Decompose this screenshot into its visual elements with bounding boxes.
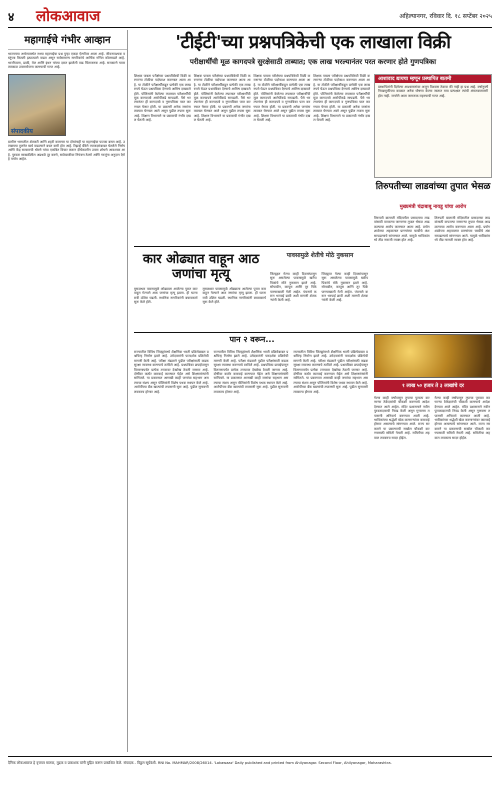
right-story-col-1: गेल्या काही वर्षांपासून तुपाचा पुरवठा करणाऱ्या ठेकेदारांची चौकशी करण्याचे आदेश देण्यात आले आहेत. मंदिर प्रशासनाने नवीन पुरवठादाराची निवड केली असून गुणवत्ता तपासणी अनिवार्य करण्यात आली आहे. भाविकांच्या श्रद्धेशी खेळ करणाऱ्यांवर कारवाई होणार असल्याचे सांगण्यात आले. राज्य सरकारने या प्रकरणाची सखोल चौकशी करण्यासाठी समिती नेमली आहे. समितीचा अहवाल लवकरच सादर होईल. [374, 396, 431, 440]
brand-logo: लोकआवाज [36, 7, 101, 25]
main-story-col-4: शिक्षक पात्रता परीक्षेच्या प्रश्नपत्रिकेची विक्री करणाऱ्या टोळीचा पर्दाफाश करण्यात आला आहे. या टोळीने परीक्षार्थींकडून प्रत्येकी एक लाख रुपये घेऊन प्रश्नपत्रिका देण्याचे आमिष दाखवले होते. पोलिसांनी केलेल्या तपासात परीक्षार्थींची मूळ कागदपत्रे आरोपींकडे सापडली. पैसे भरल्यानंतर ही कागदपत्रे व गुणपत्रिका परत करण्यात येणार होती. या प्रकरणी अनेक जणांना ताब्यात घेण्यात आले असून पुढील तपास सुरू आहे. शिक्षण विभागाने या प्रकाराची गंभीर दखल घेतली आहे. [313, 74, 372, 123]
main-subheadline: परीक्षार्थींची मूळ कागदपत्रे सुरक्षेसाठी ताब्यात; एक लाख भरल्यानंतर परत करणार होते गुणपत्रिका [189, 58, 437, 66]
editorial-photo-caption: संपादकीय [11, 127, 33, 135]
editorial-text-top: भारताच्या अर्थव्यवस्थेत सध्या महागाईचा प्रश्न पुन्हा एकदा ऐरणीवर आला आहे. जीवनावश्यक वस्तूंच्या किमती झपाट्याने वाढत असून सर्वसामान्य नागरिकांचे आर्थिक गणित कोलमडले आहे. भाजीपाला, डाळी, तेल आणि इंधन यांच्या दरात झालेली वाढ चिंताजनक आहे. सरकारने यावर तात्काळ उपाययोजना करण्याची गरज आहे. [8, 52, 127, 70]
tirupati-col-1: तिरुपती बालाजी मंदिरातील प्रसादाच्या लाडवांसाठी वापरल्या जाणाऱ्या तुपात भेसळ आढळल्याचा आरोप करण्यात आला आहे. प्रयोगशाळेच्या अहवालात प्राण्यांच्या चरबीचे अंश सापडल्याचे सांगण्यात आले. यामुळे भाविकांमध्ये तीव्र नाराजी व्यक्त होत आहे. [374, 216, 431, 243]
car-story-col-1: मुसळधार पावसामुळे ओढ्याला आलेल्या पुरात कार वाहून गेल्याने आठ जणांचा मृत्यू झाला. ही घटना रात्री उशिरा घडली. स्थानिक नागरिकांनी बचावकार्य सुरू केले होते. [134, 287, 199, 305]
editorial-text-bottom: ग्रामीण भागातील शेतकरी आणि शहरी कामगार या दोघांनाही या महागाईचा फटका बसत आहे. उत्पन्नाच्या तुलनेत खर्च वाढल्याने बचत कमी होत आहे. रिझर्व्ह बँकेने व्याजदरांबाबत घेतलेले निर्णय आणि केंद्र सरकारची धोरणे यांचा एकत्रित विचार करून दीर्घकालीन उपाय शोधणे आवश्यक आहे. पुरवठा साखळीतील अडथळे दूर करणे, साठेबाजीवर नियंत्रण ठेवणे आणि गरजूंना अनुदान देणे हे पर्याय आहेत. [8, 139, 127, 162]
continued-col-2: राज्यातील विविध जिल्ह्यांमध्ये शैक्षणिक भरती प्रक्रियेबाबत प्रश्नचिन्ह निर्माण झाले आहे. उमेदवारांनी पारदर्शक प्रक्रियेची मागणी केली आहे. परीक्षा मंडळाने पुढील परीक्षांसाठी कडक सुरक्षा व्यवस्था करण्याचे ठरविले आहे. प्रश्नपत्रिका छपाईपासून वितरणापर्यंत प्रत्येक टप्प्यावर देखरेख ठेवली जाणार आहे. दोषींवर कठोर कारवाई करण्यात येईल असे शिक्षणमंत्र्यांनी सांगितले. या प्रकरणात आणखी काही जणांचा सहभाग असल्याचा संशय असून पोलिसांनी विशेष पथक स्थापन केले आहे. आरोपींच्या बँक खात्यांची तपासणी सुरू आहे. पुढील सुनावणी लवकरच होणार आहे. [213, 350, 290, 394]
rate-banner: १ लाख ५० हजार ते ३ लाखांचे दर [374, 380, 492, 392]
continued-col-3: राज्यातील विविध जिल्ह्यांमध्ये शैक्षणिक भरती प्रक्रियेबाबत प्रश्नचिन्ह निर्माण झाले आहे. उमेदवारांनी पारदर्शक प्रक्रियेची मागणी केली आहे. परीक्षा मंडळाने पुढील परीक्षांसाठी कडक सुरक्षा व्यवस्था करण्याचे ठरविले आहे. प्रश्नपत्रिका छपाईपासून वितरणापर्यंत प्रत्येक टप्प्यावर देखरेख ठेवली जाणार आहे. दोषींवर कठोर कारवाई करण्यात येईल असे शिक्षणमंत्र्यांनी सांगितले. या प्रकरणात आणखी काही जणांचा सहभाग असल्याचा संशय असून पोलिसांनी विशेष पथक स्थापन केले आहे. आरोपींच्या बँक खात्यांची तपासणी सुरू आहे. पुढील सुनावणी लवकरच होणार आहे. [293, 350, 370, 394]
imprint-text: दैनिक लोकआवाज हे वृत्तपत्र मालक, मुद्रक व प्रकाशक यांनी मुद्रित करून प्रकाशित केले. संपादक - विठ्ठल सूर्यवंशी. RNI No. MAHMAR/2008/26014. 'Lokawaaz' Daily published and printed from Ahilyanagar. Second Floor, Ahilyanagar, Maharashtra. [8, 761, 392, 765]
editorial-photo [8, 74, 66, 136]
editorial-title: महागाईचे गंभीर आव्हान [8, 30, 127, 50]
main-story-body [134, 74, 370, 244]
continued-col-1: राज्यातील विविध जिल्ह्यांमध्ये शैक्षणिक भरती प्रक्रियेबाबत प्रश्नचिन्ह निर्माण झाले आहे. उमेदवारांनी पारदर्शक प्रक्रियेची मागणी केली आहे. परीक्षा मंडळाने पुढील परीक्षांसाठी कडक सुरक्षा व्यवस्था करण्याचे ठरविले आहे. प्रश्नपत्रिका छपाईपासून वितरणापर्यंत प्रत्येक टप्प्यावर देखरेख ठेवली जाणार आहे. दोषींवर कठोर कारवाई करण्यात येईल असे शिक्षणमंत्र्यांनी सांगितले. या प्रकरणात आणखी काही जणांचा सहभाग असल्याचा संशय असून पोलिसांनी विशेष पथक स्थापन केले आहे. आरोपींच्या बँक खात्यांची तपासणी सुरू आहे. पुढील सुनावणी लवकरच होणार आहे. [134, 350, 210, 394]
continued-body [134, 348, 370, 748]
editorial-column [8, 30, 128, 752]
tirupati-subheadline: मुख्यमंत्री चंद्राबाबू नायडू यांचा आरोप [399, 204, 467, 210]
right-story-body [374, 394, 492, 748]
mid-story-col-2: जिल्ह्यात गेल्या काही दिवसांपासून सुरू असलेल्या पावसामुळे खरीप पिकांचे मोठे नुकसान झाले आहे. सोयाबीन, कापूस आणि तूर पिके पाण्याखाली गेली आहेत. पंचनामे करून भरपाई द्यावी अशी मागणी शेतकऱ्यांनी केली आहे. [321, 272, 370, 303]
main-story-col-3: शिक्षक पात्रता परीक्षेच्या प्रश्नपत्रिकेची विक्री करणाऱ्या टोळीचा पर्दाफाश करण्यात आला आहे. या टोळीने परीक्षार्थींकडून प्रत्येकी एक लाख रुपये घेऊन प्रश्नपत्रिका देण्याचे आमिष दाखवले होते. पोलिसांनी केलेल्या तपासात परीक्षार्थींची मूळ कागदपत्रे आरोपींकडे सापडली. पैसे भरल्यानंतर ही कागदपत्रे व गुणपत्रिका परत करण्यात येणार होती. या प्रकरणी अनेक जणांना ताब्यात घेण्यात आले असून पुढील तपास सुरू आहे. शिक्षण विभागाने या प्रकाराची गंभीर दखल घेतली आहे. [253, 74, 312, 123]
main-story-col-2: शिक्षक पात्रता परीक्षेच्या प्रश्नपत्रिकेची विक्री करणाऱ्या टोळीचा पर्दाफाश करण्यात आला आहे. या टोळीने परीक्षार्थींकडून प्रत्येकी एक लाख रुपये घेऊन प्रश्नपत्रिका देण्याचे आमिष दाखवले होते. पोलिसांनी केलेल्या तपासात परीक्षार्थींची मूळ कागदपत्रे आरोपींकडे सापडली. पैसे भरल्यानंतर ही कागदपत्रे व गुणपत्रिका परत करण्यात येणार होती. या प्रकरणी अनेक जणांना ताब्यात घेण्यात आले असून पुढील तपास सुरू आहे. शिक्षण विभागाने या प्रकाराची गंभीर दखल घेतली आहे. [193, 74, 252, 123]
sidebar-title: आशावाद द्यायचा म्हणून प्रस्थापित बातमी [375, 75, 491, 83]
continued-headline: पान २ वरून... [229, 335, 275, 344]
right-story-col-2: गेल्या काही वर्षांपासून तुपाचा पुरवठा करणाऱ्या ठेकेदारांची चौकशी करण्याचे आदेश देण्यात आले आहेत. मंदिर प्रशासनाने नवीन पुरवठादाराची निवड केली असून गुणवत्ता तपासणी अनिवार्य करण्यात आली आहे. भाविकांच्या श्रद्धेशी खेळ करणाऱ्यांवर कारवाई होणार असल्याचे सांगण्यात आले. राज्य सरकारने या प्रकरणाची सखोल चौकशी करण्यासाठी समिती नेमली आहे. समितीचा अहवाल लवकरच सादर होईल. [434, 396, 492, 440]
tirupati-headline: तिरुपतीच्या लाडवांच्या तुपात भेसळ [375, 182, 491, 192]
masthead [8, 6, 492, 28]
car-story-headline: कार ओढ्यात वाहून आठ जणांचा मृत्यू [142, 252, 260, 282]
lower-divider [134, 332, 492, 333]
mid-story-headline: पावसामुळे शेतीचे मोठे नुकसान [286, 252, 354, 259]
sidebar-body: प्रस्थापितांनी दिलेल्या आश्वासनांवर अजून विश्वास ठेवावा की नाही हा प्रश्न आहे. वर्षानुवर्षे निवडणुकीच्या काळात अनेक घोषणा केल्या जातात मात्र प्रत्यक्षात त्यांची अंमलबजावणी होत नाही. जनतेने आता जागरूक राहण्याची गरज आहे. [378, 85, 490, 98]
main-headline: 'टीईटी'च्या प्रश्नपत्रिकेची एक लाखाला विक्री [175, 32, 451, 53]
car-story-col-2: मुसळधार पावसामुळे ओढ्याला आलेल्या पुरात कार वाहून गेल्याने आठ जणांचा मृत्यू झाला. ही घटना रात्री उशिरा घडली. स्थानिक नागरिकांनी बचावकार्य सुरू केले होते. [202, 287, 268, 305]
tirupati-body [374, 214, 492, 330]
imprint-footer [8, 756, 492, 790]
laddu-photo [374, 334, 492, 378]
mid-story-body [270, 270, 370, 330]
car-story-body [134, 285, 268, 327]
tirupati-col-2: तिरुपती बालाजी मंदिरातील प्रसादाच्या लाडवांसाठी वापरल्या जाणाऱ्या तुपात भेसळ आढळल्याचा आरोप करण्यात आला आहे. प्रयोगशाळेच्या अहवालात प्राण्यांच्या चरबीचे अंश सापडल्याचे सांगण्यात आले. यामुळे भाविकांमध्ये तीव्र नाराजी व्यक्त होत आहे. [434, 216, 492, 243]
page-number: ४ [8, 10, 15, 24]
main-story-col-1: शिक्षक पात्रता परीक्षेच्या प्रश्नपत्रिकेची विक्री करणाऱ्या टोळीचा पर्दाफाश करण्यात आला आहे. या टोळीने परीक्षार्थींकडून प्रत्येकी एक लाख रुपये घेऊन प्रश्नपत्रिका देण्याचे आमिष दाखवले होते. पोलिसांनी केलेल्या तपासात परीक्षार्थींची मूळ कागदपत्रे आरोपींकडे सापडली. पैसे भरल्यानंतर ही कागदपत्रे व गुणपत्रिका परत करण्यात येणार होती. या प्रकरणी अनेक जणांना ताब्यात घेण्यात आले असून पुढील तपास सुरू आहे. शिक्षण विभागाने या प्रकाराची गंभीर दखल घेतली आहे. [134, 74, 192, 123]
dateline: अहिल्यानगर, रविवार दि. १८ सप्टेंबर २०२५ [399, 13, 492, 20]
mid-story-col-1: जिल्ह्यात गेल्या काही दिवसांपासून सुरू असलेल्या पावसामुळे खरीप पिकांचे मोठे नुकसान झाले आहे. सोयाबीन, कापूस आणि तूर पिके पाण्याखाली गेली आहेत. पंचनामे करून भरपाई द्यावी अशी मागणी शेतकऱ्यांनी केली आहे. [270, 272, 318, 303]
sidebar-box [374, 74, 492, 178]
